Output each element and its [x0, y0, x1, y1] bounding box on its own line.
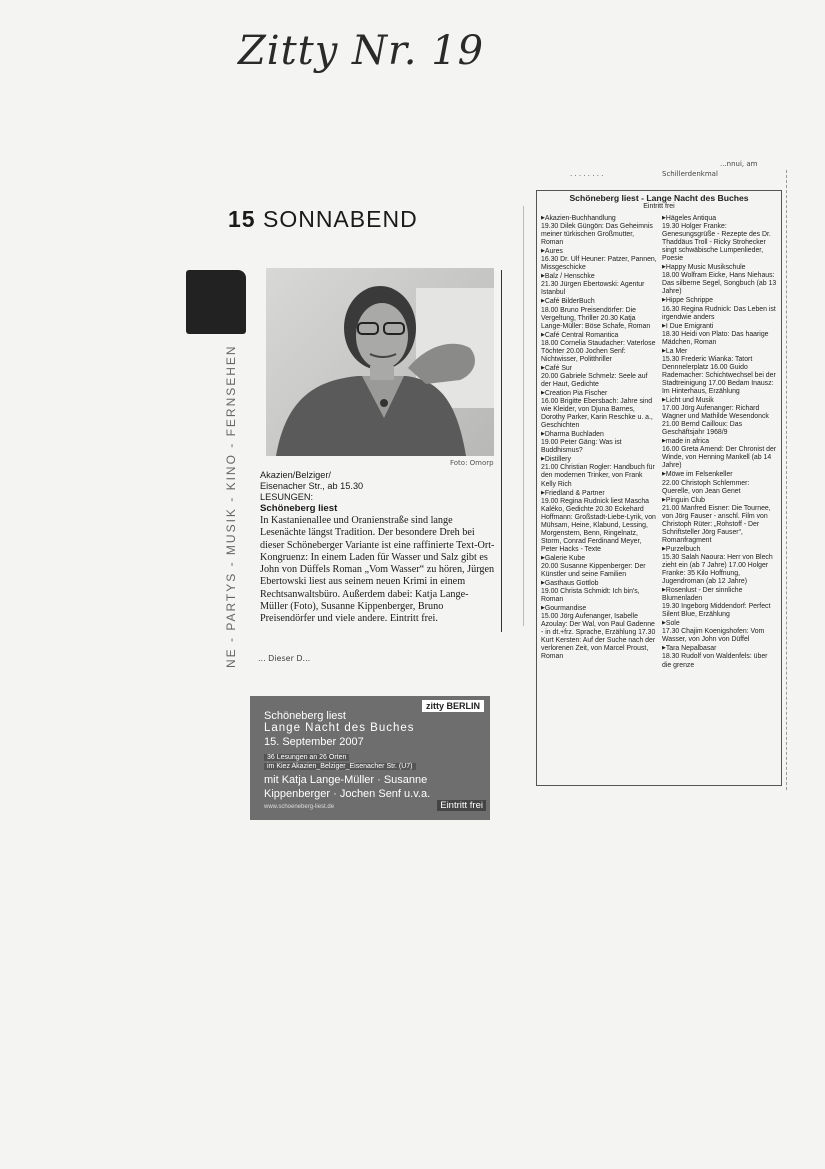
location-line-2: Eisenacher Str., ab 15.30 [260, 481, 364, 491]
zitty-logo: zitty BERLIN [422, 700, 484, 712]
section-sidebar: NE - PARTYS - MUSIK - KINO - FERNSEHEN [224, 344, 238, 668]
venue-name: ▶ La Mer [662, 347, 778, 356]
event-entry: 15.30 Salah Naoura: Herr von Blech zieht ein (ab 7 Jahre) 17.00 Holger Franke: 35 Kilo Hoffnung, Jugendroman (ab 12 Jahre) [662, 553, 773, 586]
venue-name: ▶ Sole [662, 619, 778, 628]
venue-name: ▶ Rosenlust - Der sinnliche Blumenladen [662, 586, 778, 603]
section-marker [186, 270, 246, 334]
ad-line: mit Katja Lange-Müller · Susanne [264, 774, 428, 786]
venue-name: ▶ Gourmandise [541, 604, 657, 613]
event-entry: 17.30 Chajim Koenigshofen: Vom Wasser, von John von Düffel [662, 628, 765, 644]
venue-name: ▶ Café Sur [541, 364, 657, 373]
listing-title: Schöneberg liest - Lange Nacht des Buches [569, 193, 749, 203]
venue-name: ▶ Hippe Schrippe [662, 296, 778, 305]
event-entry: 19.00 Regina Rudnick liest Mascha Kaléko, Gedichte 20.30 Eckehard Hoffmann: Großstadt-Liebe-Lyrik, von Mühsam, Heine, Klabund, Lessing, Morgenstern, Benn, Ringelnatz, Storm, Conrad Ferdinand Meyer, Peter Hacks - Texte [541, 497, 656, 553]
event-listing [536, 190, 782, 786]
event-entry: 20.00 Gabriele Schmelz: Seele auf der Haut, Gedichte [541, 372, 648, 388]
event-entry: 19.30 Dilek Güngön: Das Geheimnis meiner türkischen Großmutter, Roman [541, 223, 653, 247]
ad-line: 36 Lesungen an 26 Orten [264, 754, 349, 761]
event-entry: 19.30 Holger Franke: Genesungsgrüße - Rezepte des Dr. Thaddäus Troll - Ricky Strohecker singt schwäbische Lumpenlieder, Poesie [662, 223, 771, 263]
event-entry: 21.00 Christian Rogler: Handbuch für den modernen Trinker, von Frank Kelly Rich [541, 464, 655, 488]
venue-name: ▶ Distillery [541, 455, 657, 464]
event-entry: 15.30 Frederic Wianka: Tatort Dennnelerplatz 16.00 Guido Rademacher: Schichtwechsel bei der Stadtreinigung 17.00 Bedam Inausz: Im Hinterhaus, Erzählung [662, 355, 776, 395]
venue-name: ▶ Galerie Kube [541, 554, 657, 563]
article [260, 470, 496, 626]
event-entry: 16.30 Dr. Ulf Heuner: Patzer, Pannen, Missgeschicke [541, 256, 657, 272]
listing-subtitle: Eintritt frei [643, 203, 675, 210]
event-entry: 19.00 Christa Schmidt: Ich bin's, Roman [541, 588, 640, 604]
article-kicker: LESUNGEN: [260, 492, 314, 502]
venue-name: ▶ Café BilderBuch [541, 297, 657, 306]
clipping-edge [523, 206, 524, 626]
article-fragment: ... Dieser D... [258, 654, 311, 663]
event-entry: 19.00 Peter Gäng: Was ist Buddhismus? [541, 439, 622, 455]
event-entry: 18.00 Cornelia Staudacher: Vaterlose Töchter 20.00 Jochen Senf: Nichtwisser, Politthriller [541, 339, 656, 363]
day-header [228, 206, 418, 233]
venue-name: ▶ Creation Pia Fischer [541, 389, 657, 398]
event-entry: 22.00 Christoph Schlemmer: Querelle, von Jean Genet [662, 479, 750, 495]
listing-column-right [662, 214, 778, 670]
event-entry: 15.00 Jörg Aufenanger, Isabelle Azoulay: Der Wal, von Paul Gadenne - in dt.+frz. Sprache, Erzählung 17.30 Kurt Kersten: Auf der Suche nach der verlorenen Zeit, von Marcel Proust, Roman [541, 613, 656, 661]
handwritten-note: Zitty Nr. 19 [238, 28, 485, 74]
event-entry: 16.00 Greta Amend: Der Chronist der Winde, von Henning Mankell (ab 14 Jahre) [662, 446, 777, 470]
ad-line: im Kiez Akazien_Belziger_Eisenacher Str. (U7) [264, 763, 416, 770]
venue-name: ▶ Café Central Romantica [541, 331, 657, 340]
venue-name: ▶ Pinguin Club [662, 496, 778, 505]
ad-line: Kippenberger · Jochen Senf u.v.a. [264, 788, 431, 800]
event-entry: 21.30 Jürgen Ebertowski: Agentur Istanbul [541, 281, 645, 297]
clipping-edge [786, 170, 788, 790]
venue-name: ▶ I Due Emigranti [662, 322, 778, 331]
event-entry: 18.30 Rudolf von Waldenfels: über die grenze [662, 653, 768, 669]
event-entry: 18.00 Wolfram Eicke, Hans Niehaus: Das silberne Segel, Songbuch (ab 13 Jahre) [662, 272, 777, 296]
day-label: SONNABEND [262, 206, 418, 232]
event-entry: 16.30 Regina Rudnick: Das Leben ist irgendwie anders [662, 305, 776, 321]
venue-name: ▶ Balz / Henschke [541, 272, 657, 281]
day-number: 15 [228, 206, 256, 232]
event-entry: 16.00 Brigitte Ebersbach: Jahre sind wie Kleider, von Djuna Barnes, Dorothy Parker, Karin Reschke u. a., Geschichten [541, 398, 653, 430]
ad-footer: www.schoeneberg-liest.de [264, 804, 335, 810]
event-entry: 19.30 Ingeborg Middendorf: Perfect Silent Blue, Erzählung [662, 603, 771, 619]
ad-line: Schöneberg liest [264, 710, 346, 722]
article-body: In Kastanienallee und Oranienstraße sind lange Lesenächte längst Tradition. Der besondere Dreh bei dieser Schöneberger Variante ist eine raffinierte Text-Ort-Kongruenz: In einem Laden für Wasser und Salz gibt es John von Düffels Roman „Vom Wasser“ zu hören, Jürgen Ebertowski liest aus seinem neuen Krimi in einem Rechtsanwaltsbüro. Außerdem dabei: Katja Lange-Müller (Foto), Susanne Kippenberger, Bruno Preisendörfer und viele andere. Eintritt frei. [260, 515, 495, 625]
venue-name: ▶ Hägeles Antiqua [662, 214, 778, 223]
fragment-text-right: ...nnui, am [720, 160, 758, 168]
venue-name: ▶ Licht und Musik [662, 396, 778, 405]
listing-column-left [541, 214, 657, 662]
venue-name: ▶ Akazien-Buchhandlung [541, 214, 657, 223]
event-entry: 21.00 Manfred Eisner: Die Tournee, von Jörg Fauser - anschl. Film von Christoph Rüter: „Rohstoff - Der Schriftsteller Jörg Fauser“, Romanfragment [662, 504, 771, 544]
venue-name: ▶ Aures [541, 247, 657, 256]
column-rule [501, 270, 502, 632]
event-entry: 18.30 Heidi von Plato: Das haarige Mädchen, Roman [662, 330, 769, 346]
event-entry: 20.00 Susanne Kippenberger: Der Künstler und seine Familien [541, 562, 646, 579]
portrait-illustration [266, 268, 494, 456]
venue-name: ▶ Friedland & Partner [541, 489, 657, 498]
location-line-1: Akazien/Belziger/ [260, 470, 331, 480]
photo-credit: Foto: Omorp [450, 459, 494, 467]
fragment-dots: . . . . . . . . [570, 170, 604, 178]
venue-name: ▶ Gasthaus Gottlob [541, 579, 657, 588]
venue-name: ▶ Tara Nepalbasar [662, 644, 778, 653]
venue-name: ▶ Möwe im Felsenkeller [662, 470, 778, 479]
venue-name: ▶ Dharma Buchladen [541, 430, 657, 439]
article-headline: Schöneberg liest [260, 503, 338, 514]
venue-name: ▶ made in africa [662, 437, 778, 446]
event-entry: 17.00 Jörg Aufenanger: Richard Wagner und Mathilde Wesendonck 21.00 Bernd Cailloux: Das Geschäftsjahr 1968/9 [662, 405, 769, 437]
event-entry: 18.00 Bruno Preisendörfer: Die Vergeltung, Thriller 20.30 Katja Lange-Müller: Böse Schafe, Roman [541, 306, 651, 330]
ad-line: 15. September 2007 [264, 736, 364, 748]
author-photo [266, 268, 494, 456]
fragment-text-left: Schillerdenkmal [662, 170, 718, 178]
venue-name: ▶ Happy Music Musikschule [662, 263, 778, 272]
venue-name: ▶ Purzelbuch [662, 545, 778, 554]
ad-line: Lange Nacht des Buches [264, 722, 415, 734]
ad-badge: Eintritt frei [437, 800, 486, 811]
advertisement [250, 696, 490, 820]
